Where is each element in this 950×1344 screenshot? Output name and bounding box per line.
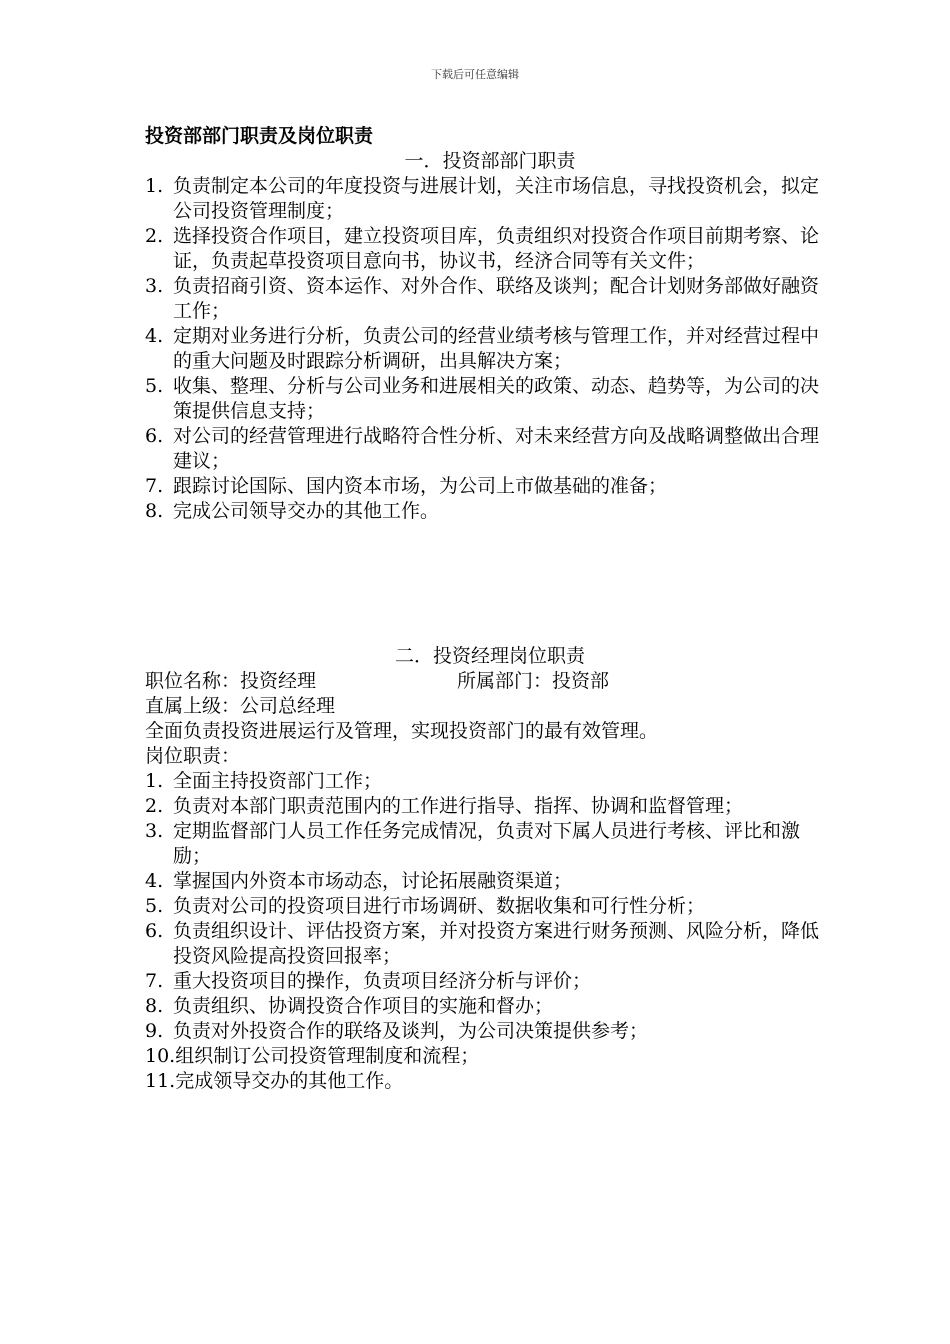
section2-heading: 二．投资经理岗位职责 (394, 645, 585, 667)
list-item (145, 819, 835, 869)
list-item (145, 1044, 835, 1069)
list-item-text: 掌握国内外资本市场动态，讨论拓展融资渠道； (173, 870, 573, 892)
position-info-row (145, 669, 835, 694)
direct-superior: 直属上级：公司总经理 (145, 695, 336, 717)
list-item-text: 负责组织设计、评估投资方案，并对投资方案进行财务预测、风险分析，降低投资风险提高投资回报率； (173, 920, 820, 967)
list-item (145, 1069, 835, 1094)
list-item (145, 499, 835, 524)
list-item (145, 224, 835, 274)
list-item-text: 负责对外投资合作的联络及谈判，为公司决策提供参考； (173, 1020, 649, 1042)
list-item-text: 选择投资合作项目，建立投资项目库，负责组织对投资合作项目前期考察、论证，负责起草投资项目意向书，协议书，经济合同等有关文件； (173, 225, 820, 272)
list-item-number: 2. (145, 225, 164, 247)
list-item-text: 负责制定本公司的年度投资与进展计划，关注市场信息，寻找投资机会，拟定公司投资管理制度； (173, 175, 820, 222)
list-item-text: 负责对本部门职责范围内的工作进行指导、指挥、协调和监督管理； (173, 795, 744, 817)
list-item (145, 374, 835, 424)
list-item (145, 994, 835, 1019)
list-item-text: 全面主持投资部门工作； (173, 770, 383, 792)
list-item-number: 10. (145, 1045, 176, 1067)
list-item-number: 4. (145, 325, 164, 347)
list-item-text: 重大投资项目的操作，负责项目经济分析与评价； (173, 970, 592, 992)
list-item-number: 7. (145, 475, 164, 497)
list-item-number: 3. (145, 820, 164, 842)
list-item-number: 3. (145, 275, 164, 297)
header-note: 下载后可任意编辑 (431, 68, 519, 81)
list-item-number: 7. (145, 970, 164, 992)
list-item (145, 274, 835, 324)
list-item-number: 1. (145, 175, 164, 197)
list-item-number: 5. (145, 375, 164, 397)
list-item-text: 对公司的经营管理进行战略符合性分析、对未来经营方向及战略调整做出合理建议； (173, 425, 820, 472)
spacer (145, 524, 835, 644)
list-item (145, 794, 835, 819)
position-duties-list (145, 769, 835, 1094)
list-item-number: 4. (145, 870, 164, 892)
section1-heading: 一．投资部部门职责 (404, 150, 576, 172)
document-title: 投资部部门职责及岗位职责 (145, 125, 374, 147)
list-item (145, 869, 835, 894)
document-body (145, 124, 835, 1094)
list-item-text: 收集、整理、分析与公司业务和进展相关的政策、动态、趋势等，为公司的决策提供信息支持； (173, 375, 820, 422)
list-item-number: 11. (145, 1070, 176, 1092)
list-item-number: 2. (145, 795, 164, 817)
list-item-number: 6. (145, 425, 164, 447)
list-item-number: 9. (145, 1020, 164, 1042)
list-item (145, 894, 835, 919)
department-duties-list (145, 174, 835, 524)
list-item (145, 919, 835, 969)
department-name: 所属部门：投资部 (457, 670, 610, 692)
list-item (145, 324, 835, 374)
list-item-text: 完成公司领导交办的其他工作。 (173, 500, 440, 522)
list-item-text: 完成领导交办的其他工作。 (175, 1070, 404, 1092)
list-item (145, 769, 835, 794)
list-item-text: 负责对公司的投资项目进行市场调研、数据收集和可行性分析； (173, 895, 706, 917)
list-item-text: 负责招商引资、资本运作、对外合作、联络及谈判；配合计划财务部做好融资工作； (173, 275, 820, 322)
list-item-text: 组织制订公司投资管理制度和流程； (175, 1045, 480, 1067)
list-item (145, 174, 835, 224)
list-item-text: 跟踪讨论国际、国内资本市场，为公司上市做基础的准备； (173, 475, 668, 497)
list-item-number: 1. (145, 770, 164, 792)
duties-label: 岗位职责： (145, 745, 241, 767)
list-item-text: 定期对业务进行分析，负责公司的经营业绩考核与管理工作，并对经营过程中的重大问题及时跟踪分析调研，出具解决方案； (173, 325, 820, 372)
list-item-number: 5. (145, 895, 164, 917)
list-item (145, 969, 835, 994)
list-item (145, 474, 835, 499)
list-item-number: 8. (145, 500, 164, 522)
position-summary: 全面负责投资进展运行及管理，实现投资部门的最有效管理。 (145, 720, 659, 742)
position-name: 职位名称：投资经理 (145, 670, 317, 692)
list-item-text: 负责组织、协调投资合作项目的实施和督办； (173, 995, 554, 1017)
list-item (145, 424, 835, 474)
list-item-number: 6. (145, 920, 164, 942)
list-item-text: 定期监督部门人员工作任务完成情况，负责对下属人员进行考核、评比和激励； (173, 820, 801, 867)
list-item-number: 8. (145, 995, 164, 1017)
list-item (145, 1019, 835, 1044)
